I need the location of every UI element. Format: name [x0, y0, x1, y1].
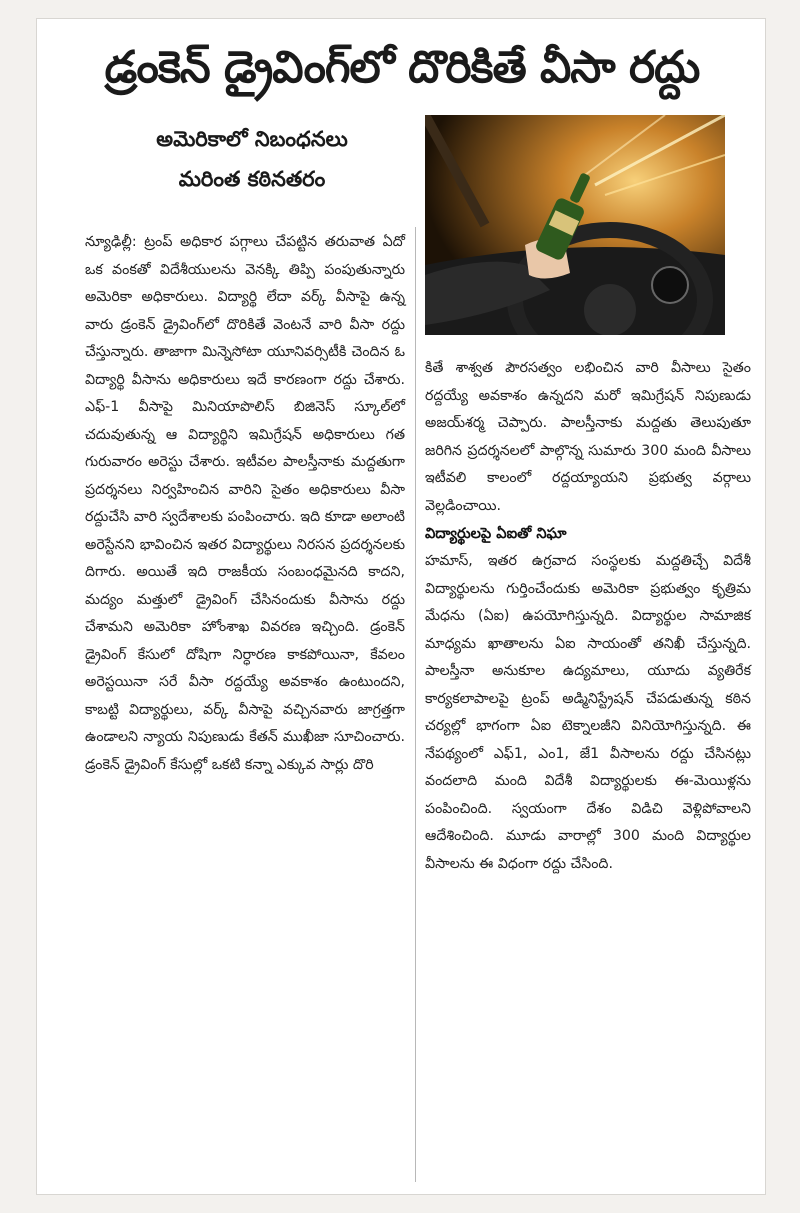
article-body-left: న్యూఢిల్లీ: ట్రంప్ అధికార పగ్గాలు చేపట్టిన తరువాత ఏదో ఒక వంకతో విదేశీయులను వెనక్కి తిప్పి పంపుతున్నారు అమెరికా అధికారులు. విద్యార్థి లేదా వర్క్ వీసాపై ఉన్న వారు డ్రంకెన్ డ్రైవింగ్‌లో దొరికితే వెంటనే వారి వీసా రద్దు చేస్తున్నారు. తాజాగా మిన్నెసోటా యూనివర్సిటీకి చెందిన ఓ విద్యార్థి వీసాను అధికారులు ఇదే కారణంగా రద్దు చేశారు. ఎఫ్-1 వీసాపై మినియాపొలిస్ బిజినెస్ స్కూల్‌లో చదువుతున్న ఆ విద్యార్థిని ఇమిగ్రేషన్ అధికారులు గత గురువారం అరెస్టు చేశారు. ఇటీవల పాలస్తీనాకు మద్దతుగా ప్రదర్శనలు నిర్వహించిన వారిని సైతం అధికారులు వీసా రద్దుచేసి వారి స్వదేశాలకు పంపించారు. ఇది కూడా అలాంటి అరెస్టేనని భావించిన ఇతర విద్యార్థులు నిరసన ప్రదర్శనలకు దిగారు. అయితే ఇది రాజకీయ సంబంధమైనది కాదని, మద్యం మత్తులో డ్రైవింగ్ చేసినందుకు వీసాను రద్దు చేశామని అమెరికా హోంశాఖ వివరణ ఇచ్చింది. డ్రంకెన్ డ్రైవింగ్ కేసులో దోషిగా నిర్ధారణ కాకపోయినా, కేవలం అరెస్టయినా సరే వీసా రద్దయ్యే అవకాశం ఉంటుందని, కాబట్టి విద్యార్థులు, వర్క్ వీసాపై వచ్చినవారు జాగ్రత్తగా ఉండాలని న్యాయ నిపుణుడు కేతన్ ముఖీజా సూచించారు. డ్రంకెన్ డ్రైవింగ్ కేసుల్లో ఒకటి కన్నా ఎక్కువ సార్లు దొరి: [85, 234, 405, 773]
article-column-left: [85, 229, 405, 779]
subhead-line-2: మరింత కఠినతరం: [178, 167, 326, 191]
article-body-right-1: కితే శాశ్వత పౌరసత్వం లభించిన వారి వీసాలు సైతం రద్దయ్యే అవకాశం ఉన్నదని మరో ఇమిగ్రేషన్ నిపుణుడు అజయ్‌శర్మ చెప్పారు. పాలస్తీనాకు మద్దతు తెలుపుతూ జరిగిన ప్రదర్శనలలో పాల్గొన్న సుమారు 300 మంది వీసాలు ఇటీవలి కాలంలో రద్దయ్యాయని ప్రభుత్వ వర్గాలు వెల్లడించాయి.: [425, 360, 751, 514]
article-subhead: [97, 119, 407, 199]
article-headline: డ్రంకెన్ డ్రైవింగ్‌లో దొరికితే వీసా రద్దు: [104, 42, 700, 93]
column-divider: [415, 227, 416, 1182]
drunk-driver-photo: [425, 115, 725, 335]
subhead-line-1: అమెరికాలో నిబంధనలు: [156, 127, 348, 151]
article-crosshead: విద్యార్థులపై ఏఐతో నిఘా: [425, 526, 567, 542]
article-body-right-2: హమాస్, ఇతర ఉగ్రవాద సంస్థలకు మద్దతిచ్చే విదేశీ విద్యార్థులను గుర్తించేందుకు అమెరికా ప్రభుత్వం కృత్రిమ మేధను (ఏఐ) ఉపయోగిస్తున్నది. విద్యార్థుల సామాజిక మాధ్యమ ఖాతాలను ఏఐ సాయంతో తనిఖీ చేస్తున్నది. పాలస్తీనా అనుకూల ఉద్యమాలు, యూదు వ్యతిరేక కార్యకలాపాలపై ట్రంప్ అడ్మినిస్ట్రేషన్ చేపడుతున్న కఠిన చర్యల్లో భాగంగా ఏఐ టెక్నాలజీని వినియోగిస్తున్నది. ఈ నేపథ్యంలో ఎఫ్1, ఎం1, జే1 వీసాలను రద్దు చేసినట్లు వందలాది మంది విదేశీ విద్యార్థులకు ఈ-మెయిళ్లను పంపించింది. స్వయంగా దేశం విడిచి వెళ్లిపోవాలని ఆదేశించింది. మూడు వారాల్లో 300 మంది విద్యార్థుల వీసాలను ఈ విధంగా రద్దు చేసింది.: [425, 553, 751, 872]
drunk-driver-photo-illustration: [425, 115, 725, 335]
article-column-right: [425, 355, 751, 878]
newspaper-clipping: [36, 18, 766, 1195]
